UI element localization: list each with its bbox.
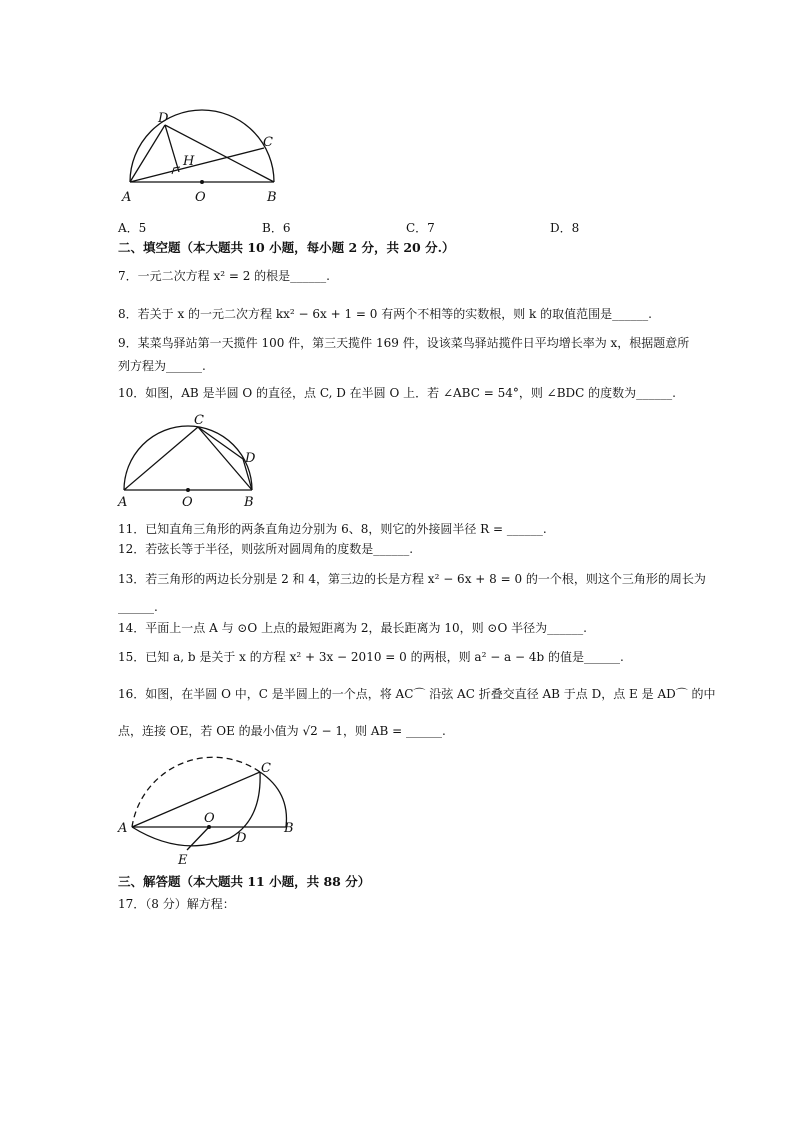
question-16-line-2: 点，连接 OE，若 OE 的最小值为 √2 − 1，则 AB = ______. (118, 724, 446, 738)
label-O: O (204, 811, 215, 826)
figure-q16 (112, 754, 302, 870)
label-B: B (284, 821, 294, 836)
figure-q6 (115, 108, 290, 208)
question-9-line-1: 9．某菜鸟驿站第一天揽件 100 件，第三天揽件 169 件，设该菜鸟驿站揽件日平均增长率为 x，根据题意所 (118, 336, 690, 350)
center-point (200, 180, 204, 184)
question-13-line-2: ______. (118, 600, 158, 614)
question-9-line-2: 列方程为______. (118, 359, 206, 373)
question-15: 15．已知 a, b 是关于 x 的方程 x² + 3x − 2010 = 0 的两根，则 a² − a − 4b 的值是______. (118, 650, 624, 664)
option-d: D．8 (550, 221, 580, 235)
question-11: 11．已知直角三角形的两条直角边分别为 6、8，则它的外接圆半径 R = ______. (118, 522, 547, 536)
center-point (186, 488, 190, 492)
option-b: B．6 (262, 221, 291, 235)
label-C: C (261, 761, 271, 776)
label-A: A (118, 821, 128, 836)
chord-AC (130, 148, 264, 182)
section-2-title: 二、填空题（本大题共 10 小题，每小题 2 分，共 20 分.） (118, 240, 455, 255)
chord-AC (124, 427, 198, 490)
option-c: C．7 (406, 221, 435, 235)
label-B: B (267, 190, 277, 205)
label-A: A (118, 495, 128, 510)
label-D: D (158, 111, 169, 126)
label-B: B (244, 495, 254, 510)
label-A: A (122, 190, 132, 205)
section-3-title: 三、解答题（本大题共 11 小题，共 88 分） (118, 874, 371, 889)
question-7: 7．一元二次方程 x² = 2 的根是______. (118, 269, 330, 283)
segment-DH (165, 125, 179, 172)
question-17: 17．（8 分）解方程： (118, 897, 235, 911)
question-14: 14．平面上一点 A 与 ⊙O 上点的最短距离为 2，最长距离为 10，则 ⊙O 半径为______. (118, 621, 587, 635)
figure-q10 (112, 410, 272, 510)
label-D: D (236, 831, 247, 846)
question-16-line-1: 16．如图，在半圆 O 中，C 是半圆上的一个点，将 AC⌒ 沿弦 AC 折叠交直径 AB 于点 D，点 E 是 AD⌒ 的中 (118, 687, 716, 701)
chord-AC (132, 772, 260, 827)
question-8: 8．若关于 x 的一元二次方程 kx² − 6x + 1 = 0 有两个不相等的实数根，则 k 的取值范围是______. (118, 307, 652, 321)
option-a: A．5 (118, 221, 147, 235)
label-E: E (178, 853, 188, 868)
label-O: O (182, 495, 193, 510)
label-H: H (183, 154, 195, 169)
chord-DB (165, 125, 274, 182)
label-C: C (263, 135, 273, 150)
semicircle-arc-right (260, 772, 286, 827)
label-C: C (194, 413, 204, 428)
question-10: 10．如图，AB 是半圆 O 的直径，点 C, D 在半圆 O 上．若 ∠ABC = 54°，则 ∠BDC 的度数为______. (118, 386, 676, 400)
label-D: D (245, 451, 256, 466)
question-12: 12．若弦长等于半径，则弦所对圆周角的度数是______. (118, 542, 414, 556)
segment-OE (187, 827, 209, 850)
question-13-line-1: 13．若三角形的两边长分别是 2 和 4，第三边的长是方程 x² − 6x + 8 = 0 的一个根，则这个三角形的周长为 (118, 572, 706, 586)
dashed-original-arc (132, 757, 260, 827)
label-O: O (195, 190, 206, 205)
